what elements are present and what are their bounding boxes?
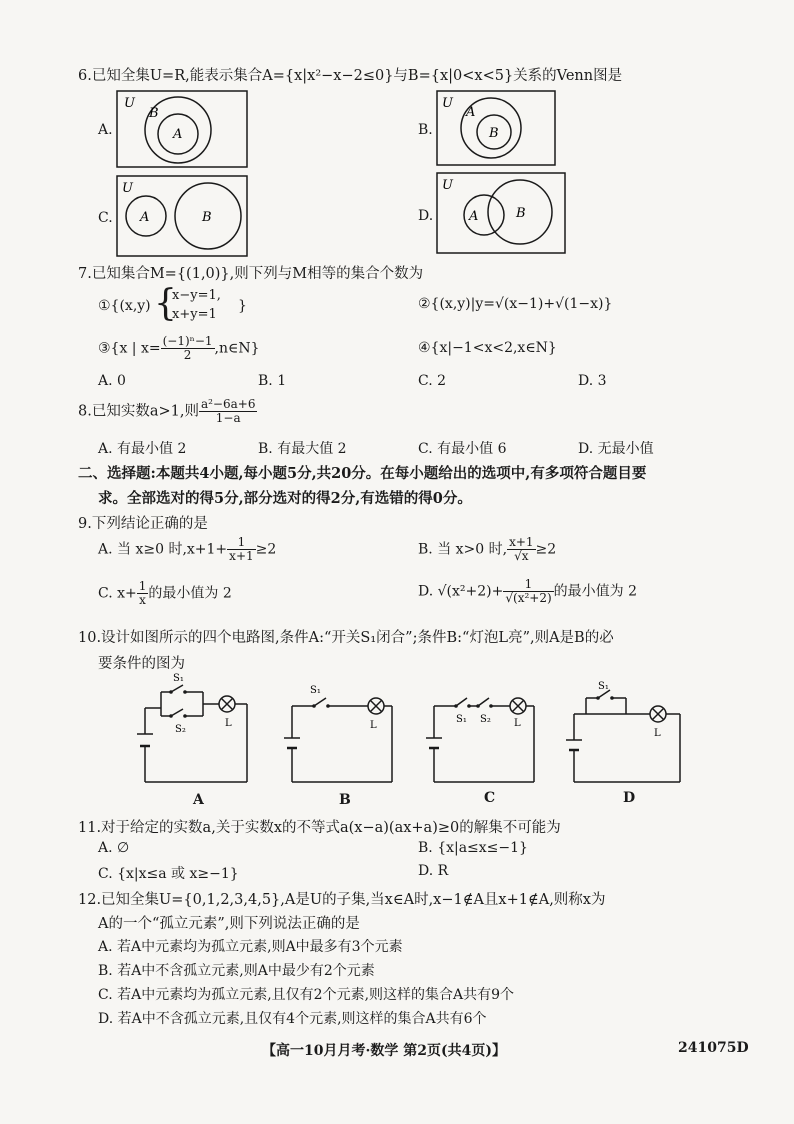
circuit-c-caption: C [484,790,496,806]
q11-option-c: C. {x|x≤a 或 x≥−1} [98,866,239,882]
q11-option-b: B. {x|a≤x≤−1} [418,840,528,856]
svg-text:A: A [469,209,479,224]
svg-text:S₂: S₂ [175,724,186,735]
q6-venn-a [116,90,248,168]
q6-venn-c [116,175,248,257]
circuit-d-caption: D [623,790,636,806]
q12-option-a: A. 若A中元素均为孤立元素,则A中最多有3个元素 [98,939,403,955]
footer-title: 【高一10月月考·数学 第2页(共4页)】 [262,1043,506,1059]
circuit-b-caption: B [339,792,351,808]
q7-item3: ③{x | x= $\frac{\text{(−1)ⁿ−1}}{2}$ ,n∈N} [98,334,260,362]
q11-stem: 11.对于给定的实数a,关于实数x的不等式a(x−a)(ax+a)≥0的解集不可能为 [78,820,561,836]
q12-option-d: D. 若A中不含孤立元素,且仅有4个元素,则这样的集合A共有6个 [98,1011,487,1027]
svg-text:U: U [442,178,453,193]
svg-text:S₁: S₁ [456,714,467,725]
q12-option-c: C. 若A中元素均为孤立元素,且仅有2个元素,则这样的集合A共有9个 [98,987,515,1003]
q9-stem: 9.下列结论正确的是 [78,516,208,532]
q6-option-b-label: B. [418,122,433,138]
svg-text:L: L [514,718,521,729]
q8-option-a: A. 有最小值 2 [98,441,187,457]
section2-header-line2: 求。全部选对的得5分,部分选对的得2分,有选错的得0分。 [98,490,472,507]
circuit-c [426,686,542,790]
q8-option-b: B. 有最大值 2 [258,441,347,457]
q12-option-b: B. 若A中不含孤立元素,则A中最少有2个元素 [98,963,375,979]
q8-option-c: C. 有最小值 6 [418,441,507,457]
svg-text:U: U [442,96,453,111]
q10-stem-line1: 10.设计如图所示的四个电路图,条件A:“开关S₁闭合”;条件B:“灯泡L亮”,则A是B的必 [78,630,614,646]
q7-item2: ②{(x,y)|y=√(x−1)+√(1−x)} [418,296,613,312]
svg-text:B: B [489,126,499,141]
q6-venn-d [436,172,566,254]
svg-text:B: B [516,206,526,221]
svg-text:S₁: S₁ [310,685,321,696]
q10-stem-line2: 要条件的图为 [98,656,185,672]
svg-text:L: L [654,728,661,739]
circuit-b [284,680,400,790]
q8-stem: 8.已知实数a>1,则 $\frac{\text{a²−6a+6}}{1-a}$ [78,397,256,425]
q6a-u-label: U [124,96,135,111]
q9-option-c: C. x+ $\frac{1}{x}$ 的最小值为 2 [98,579,232,607]
q7-option-c: C. 2 [418,373,447,389]
q12-stem-line1: 12.已知全集U={0,1,2,3,4,5},A是U的子集,当x∈A时,x−1∉A且x+1∉A,则称x为 [78,892,606,908]
q7-option-a: A. 0 [98,373,126,389]
q6-venn-b [436,90,556,166]
section2-header-line1: 二、选择题:本题共4小题,每小题5分,共20分。在每小题给出的选项中,有多项符合题目要 [78,465,647,482]
q6-option-a-label: A. [98,122,113,138]
q6a-b-label: B [149,106,159,121]
svg-text:S₁: S₁ [598,681,609,692]
circuit-a-caption: A [193,792,204,808]
q8-option-d: D. 无最小值 [578,441,654,457]
svg-text:A: A [466,105,476,120]
q12-stem-line2: A的一个“孤立元素”,则下列说法正确的是 [98,916,360,932]
q7-option-b: B. 1 [258,373,287,389]
circuit-a [135,672,257,790]
q6a-a-label: A [173,127,183,142]
q6-option-d-label: D. [418,208,434,224]
svg-text:L: L [225,718,232,729]
q7-stem: 7.已知集合M={(1,0)},则下列与M相等的集合个数为 [78,266,424,282]
q7-item4: ④{x|−1<x<2,x∈N} [418,340,557,356]
footer-code: 241075D [678,1040,749,1056]
svg-text:A: A [140,210,150,225]
q6-option-c-label: C. [98,210,113,226]
q9-option-a: A. 当 x≥0 时,x+1+ $\frac{1}{x+1}$ ≥2 [98,535,277,563]
svg-text:B: B [202,210,212,225]
circuit-d [566,678,688,790]
q11-option-a: A. ∅ [98,840,130,856]
q7-option-d: D. 3 [578,373,607,389]
q9-option-b: B. 当 x>0 时, $\frac{x+1}{√x}$ ≥2 [418,535,557,563]
q11-option-d: D. R [418,863,449,879]
svg-text:L: L [370,720,377,731]
svg-text:U: U [122,181,133,196]
q9-option-d: D. √(x²+2)+ $\frac{1}{\text{√(x²+2)}}$ 的最小值为 2 [418,577,637,605]
svg-text:S₂: S₂ [480,714,491,725]
q6-stem: 6.已知全集U=R,能表示集合A={x|x²−x−2≤0}与B={x|0<x<5}关系的Venn图是 [78,68,623,84]
svg-text:S₁: S₁ [173,673,184,684]
